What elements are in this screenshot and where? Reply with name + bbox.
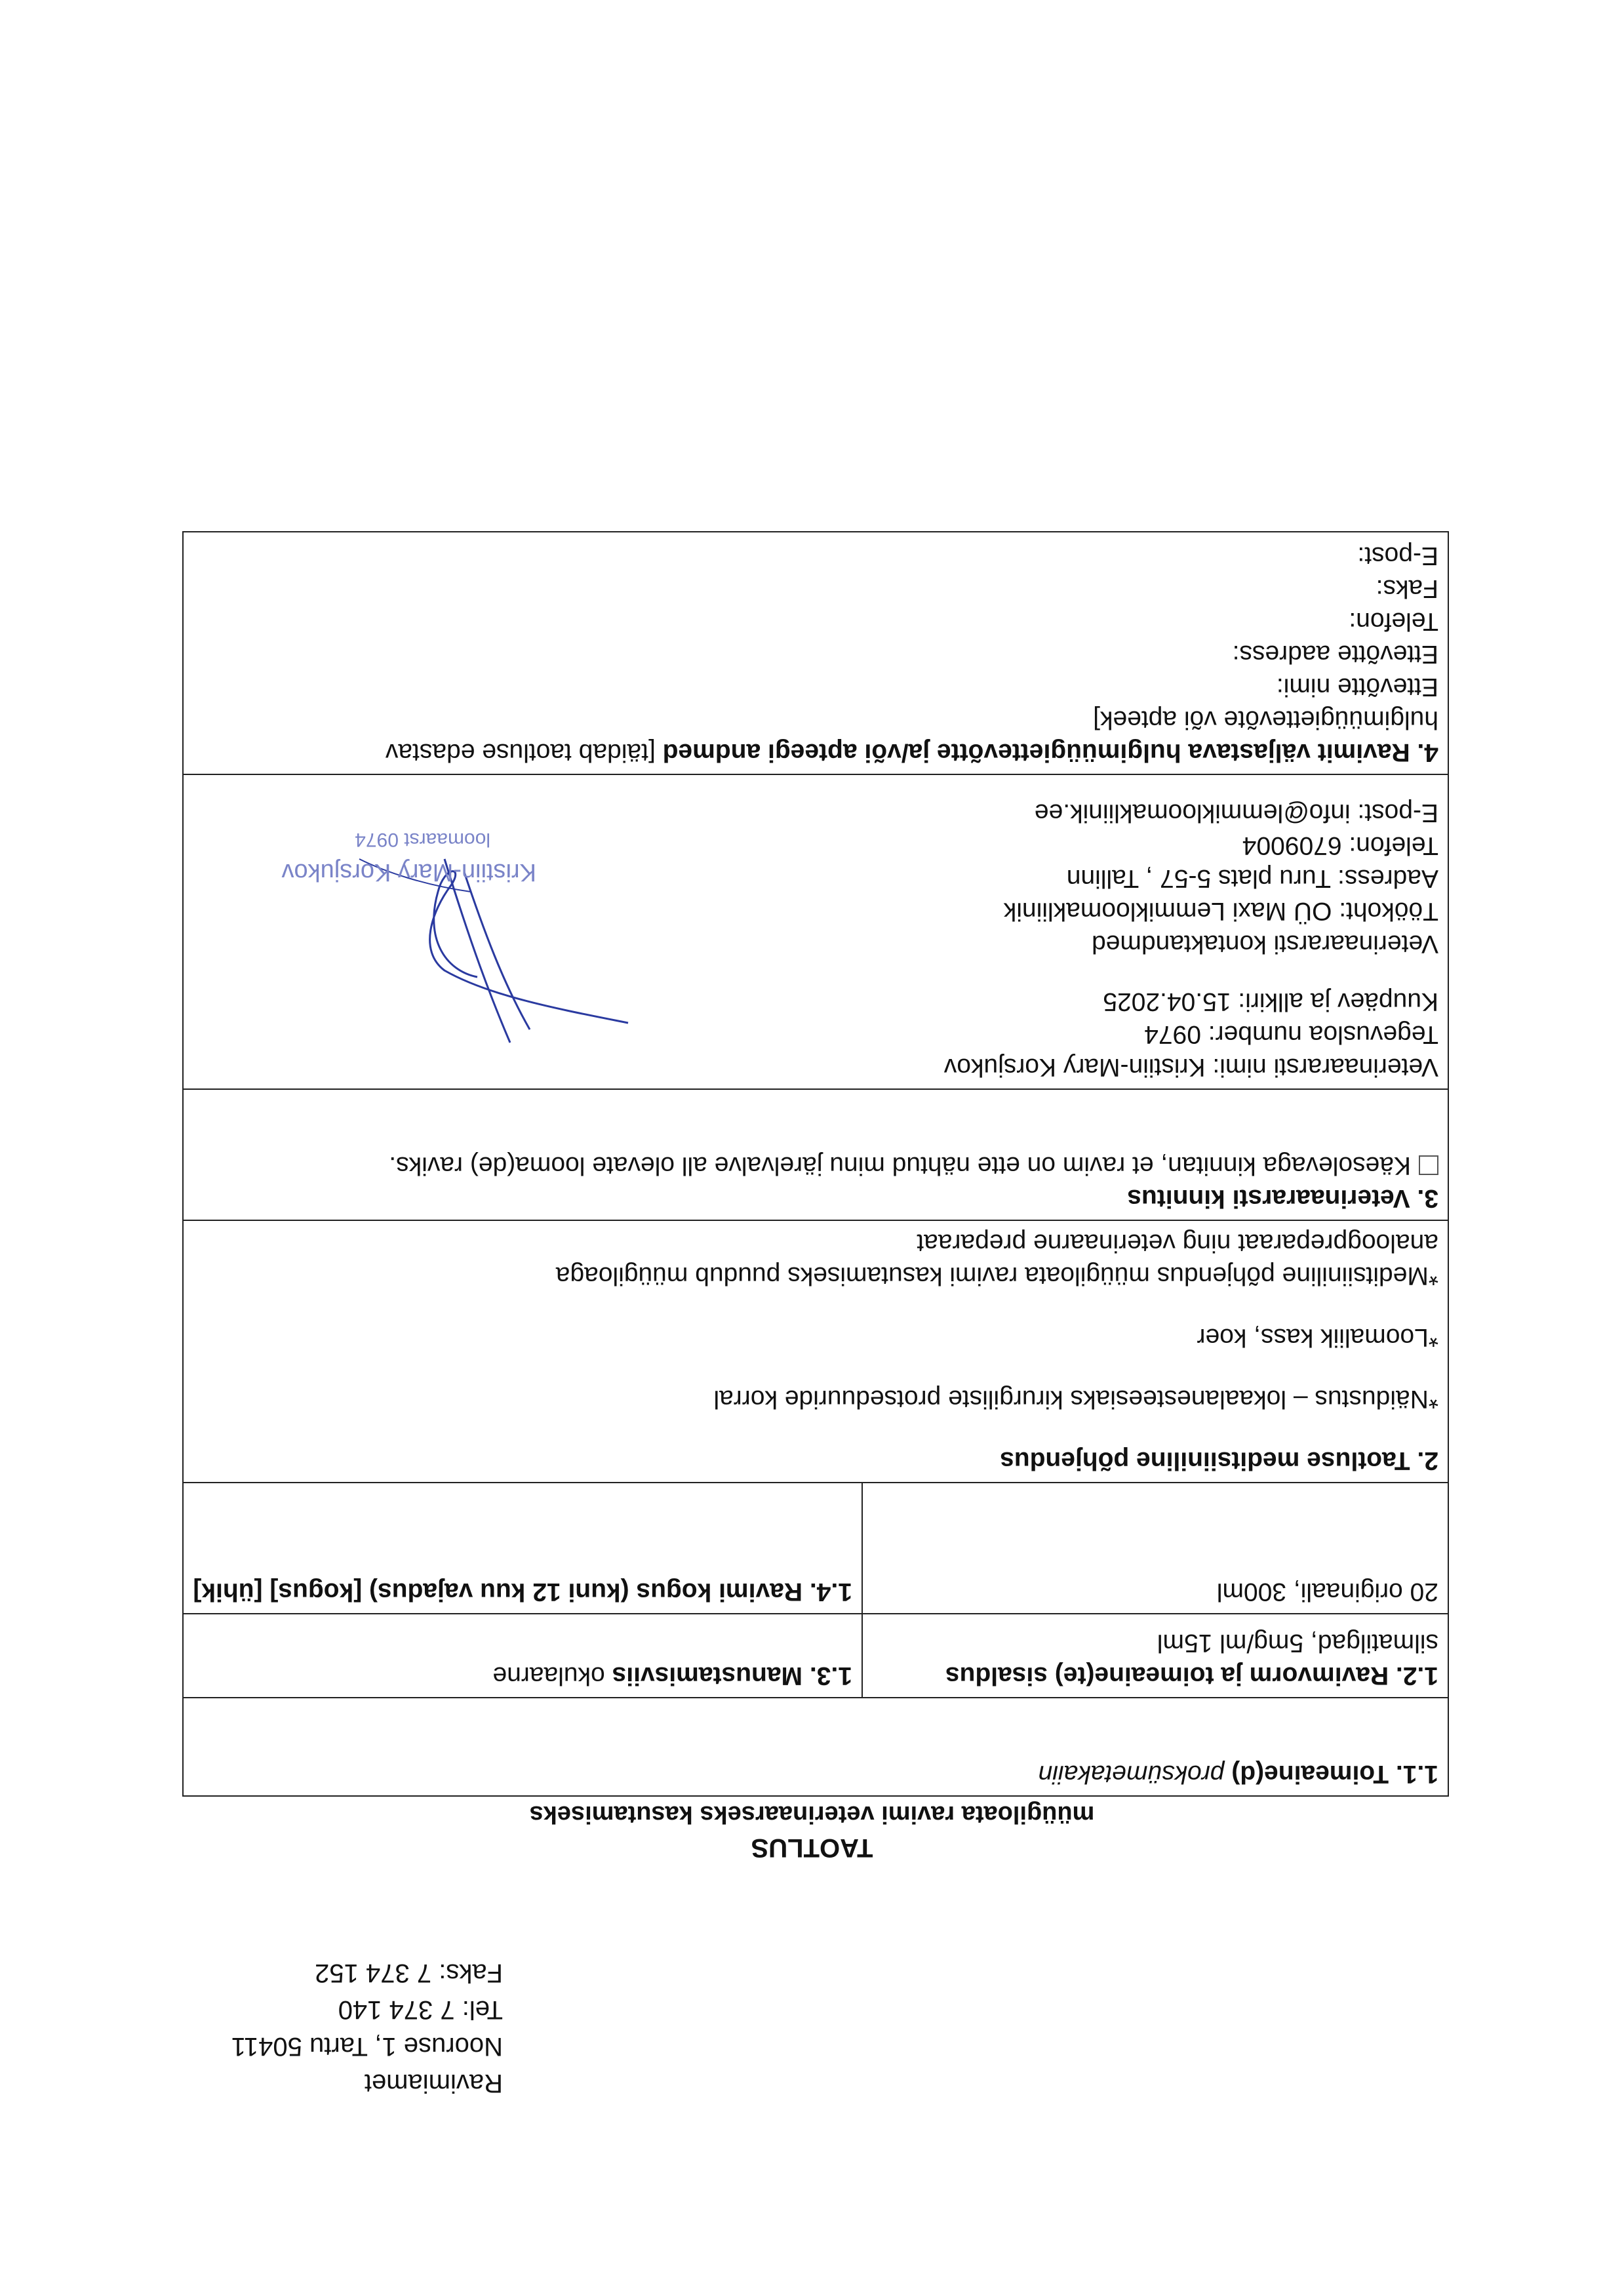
confirmation-statement: Käesolevaga kinnitan, et ravim on ette nähtud minu järelvalve all olevate looma(de) raviks. — [389, 1151, 1411, 1180]
section-1-4-value: 20 originaali, 300ml — [1216, 1578, 1438, 1606]
section-medical-justification — [183, 1220, 1448, 1483]
section-1-3-value: okulaarne — [492, 1662, 605, 1690]
recipient-tel: Tel: 7 374 140 — [338, 1995, 503, 2024]
document-subtitle: müügiloata ravimi veterinaarseks kasutamiseks — [529, 1801, 1095, 1828]
vet-license-number: Tegevusloa number: 0974 — [1144, 1020, 1438, 1048]
company-name-field[interactable]: Ettevõtte nimi: — [1276, 673, 1438, 701]
section-4-label: 4. Ravimit väljastava hulgimüügiettevõtte ja/või apteegi andmed — [662, 738, 1438, 767]
section-1-2-value: silmatilgad, 5mg/ml 15ml — [1157, 1629, 1438, 1657]
vet-date-signature: Kuupäev ja allkiri: 15.04.2025 — [1103, 988, 1438, 1016]
company-fax-field[interactable]: Faks: — [1376, 574, 1438, 603]
document-title: TAOTLUS — [751, 1833, 873, 1862]
company-phone-field[interactable]: Telefon: — [1349, 607, 1438, 635]
section-quantity-label-cell — [183, 1483, 862, 1614]
indication-text: *Näidustus – lokaalanesteesiaks kirurgiliste protseduuride korral — [713, 1385, 1438, 1413]
vet-name: Veterinaararsti nimi: Kristiin-Mary Korsjukov — [943, 1053, 1438, 1081]
section-1-4-label: 1.4. Ravimi kogus (kuni 12 kuu vajadus) [kogus] [ühik] — [193, 1578, 852, 1606]
vet-email: E-post: info@lemmikloomakliinik.ee — [1034, 799, 1438, 827]
vet-workplace: Töökoht: OÜ Maxi Lemmikloomakliinik — [1003, 897, 1438, 925]
vet-address: Aadress: Turu plats 5-57 , Tallinn — [1066, 864, 1438, 892]
vet-phone: Telefon: 6709004 — [1242, 831, 1438, 860]
section-1-2-label: 1.2. Ravimvorm ja toimeaine(te) sisaldus — [945, 1662, 1438, 1690]
section-dosage-form — [862, 1614, 1448, 1698]
section-1-3-label: 1.3. Manustamisviis — [612, 1662, 852, 1690]
company-email-field[interactable]: E-post: — [1357, 542, 1438, 570]
section-vet-confirmation — [183, 1089, 1448, 1220]
section-1-1-label: 1.1. Toimeaine(d) — [1231, 1760, 1438, 1788]
confirmation-checkbox[interactable] — [1419, 1155, 1438, 1175]
species-text: *Loomaliik kass, koer — [1197, 1323, 1438, 1351]
stamp-vet-title: loomaarst 0974 — [355, 829, 490, 850]
section-quantity-value-cell — [862, 1483, 1448, 1614]
section-vet-details — [183, 774, 1448, 1089]
section-active-substance — [183, 1698, 1448, 1796]
recipient-address: Nooruse 1, Tartu 50411 — [231, 2032, 503, 2061]
section-4-note: [täidab taotluse edastav hulgimüügiettevõte või apteek] — [385, 706, 1438, 767]
vet-contacts-heading: Veterinaararsti kontaktandmed — [1092, 930, 1438, 958]
company-address-field[interactable]: Ettevõtte aadress: — [1232, 640, 1438, 668]
stamp-vet-name: Kristiin-Mary Korsjukov — [281, 858, 536, 886]
section-administration-route — [183, 1614, 862, 1698]
application-form-table — [182, 531, 1449, 1797]
recipient-address-block — [231, 1955, 503, 2102]
justification-text: *Meditsiiniline põhjendus müügiloata ravimi kasutamiseks puudub müügiloaga analoogpreparaat ning veterinaarne preparaat — [555, 1229, 1438, 1290]
section-2-label: 2. Taotluse meditsiiniline põhjendus — [1000, 1447, 1438, 1475]
recipient-fax: Faks: 7 374 152 — [315, 1959, 503, 1987]
section-1-1-value: proksümetakaiin — [1038, 1760, 1225, 1788]
section-wholesaler-details — [183, 532, 1448, 774]
recipient-org: Ravimiamet — [364, 2069, 503, 2098]
section-3-label: 3. Veterinaararsti kinnitus — [1127, 1184, 1438, 1212]
vet-stamp — [281, 823, 536, 888]
